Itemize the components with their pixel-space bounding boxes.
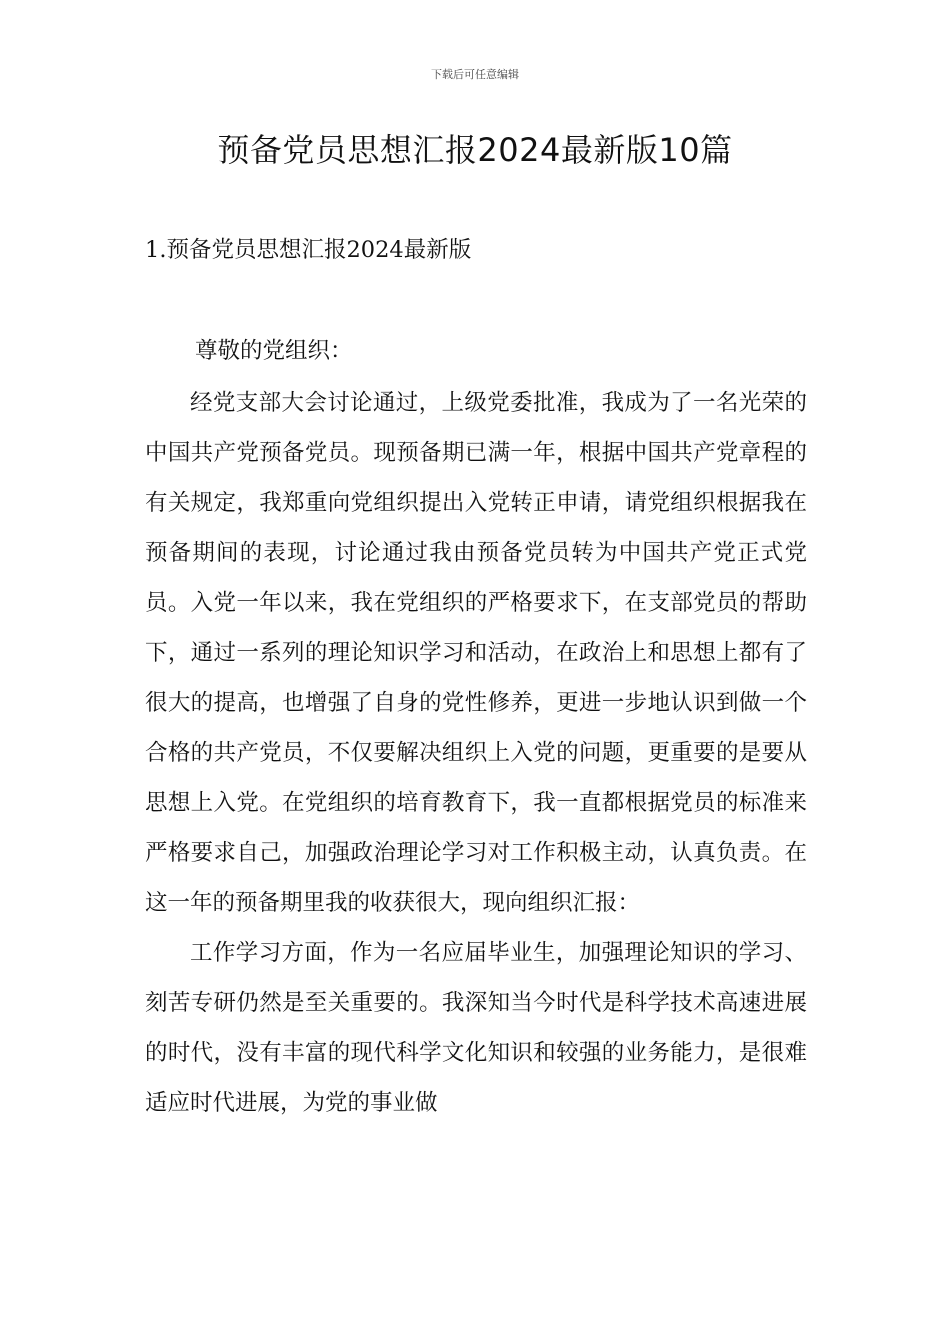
paragraph-1: 经党支部大会讨论通过，上级党委批准，我成为了一名光荣的中国共产党预备党员。现预备期已满一年，根据中国共产党章程的有关规定，我郑重向党组织提出入党转正申请，请党组织根据我在预备期间的表现，讨论通过我由预备党员转为中国共产党正式党员。入党一年以来，我在党组织的严格要求下，在支部党员的帮助下，通过一系列的理论知识学习和活动，在政治上和思想上都有了很大的提高，也增强了自身的党性修养，更进一步地认识到做一个合格的共产党员，不仅要解决组织上入党的问题，更重要的是要从思想上入党。在党组织的培育教育下，我一直都根据党员的标准来严格要求自己，加强政治理论学习对工作积极主动，认真负责。在这一年的预备期里我的收获很大，现向组织汇报： bbox=[145, 390, 807, 916]
salutation: 尊敬的党组织： bbox=[195, 338, 353, 364]
body-text bbox=[145, 378, 807, 1128]
paragraph-2: 工作学习方面，作为一名应届毕业生，加强理论知识的学习、刻苦专研仍然是至关重要的。我深知当今时代是科学技术高速进展的时代，没有丰富的现代科学文化知识和较强的业务能力，是很难适应时代进展，为党的事业做 bbox=[145, 940, 807, 1116]
header-note: 下载后可任意编辑 bbox=[431, 68, 519, 81]
section-heading: 1.预备党员思想汇报2024最新版 bbox=[145, 237, 472, 263]
document-title: 预备党员思想汇报2024最新版10篇 bbox=[217, 131, 733, 169]
